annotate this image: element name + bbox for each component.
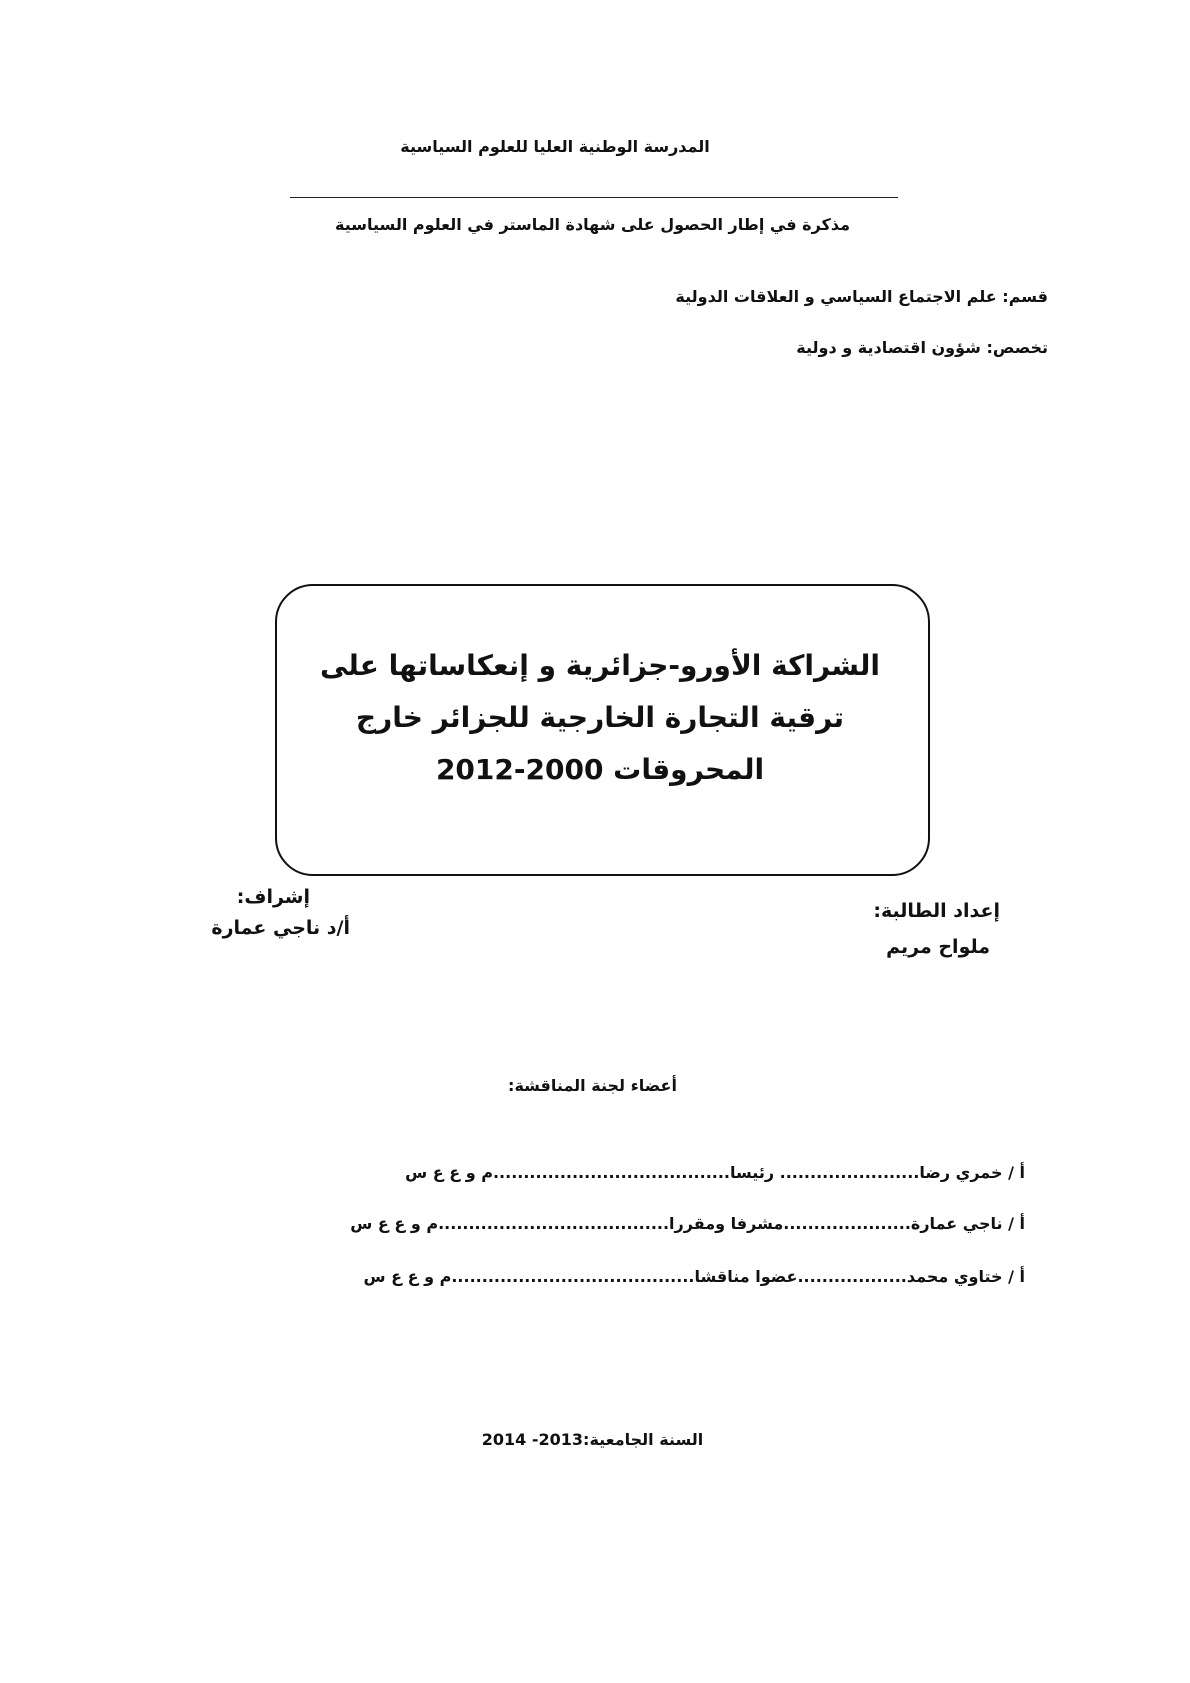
school-name: المدرسة الوطنية العليا للعلوم السياسية bbox=[400, 137, 710, 156]
committee-member: أ / ناجي عمارة.....................مشرفا ومقررا......................................م و ع ع س bbox=[350, 1214, 1025, 1233]
thesis-subtitle: مذكرة في إطار الحصول على شهادة الماستر في العلوم السياسية bbox=[335, 215, 850, 234]
supervisor-name: أ/د ناجي عمارة bbox=[211, 917, 350, 939]
title-line-2: ترقية التجارة الخارجية للجزائر خارج bbox=[355, 701, 845, 734]
student-name: ملواح مريم bbox=[886, 936, 990, 958]
title-line-1: الشراكة الأورو-جزائرية و إنعكاساتها على bbox=[319, 649, 881, 682]
thesis-title bbox=[290, 640, 910, 796]
header-divider bbox=[290, 197, 898, 198]
student-label: إعداد الطالبة: bbox=[873, 900, 1000, 922]
committee-member: أ / خمري رضا....................... رئيسا.......................................م و ع ع س bbox=[405, 1163, 1025, 1182]
title-line-3: المحروقات 2000-2012 bbox=[435, 753, 765, 786]
committee-title: أعضاء لجنة المناقشة: bbox=[508, 1076, 677, 1095]
committee-member: أ / ختاوي محمد..................عضوا مناقشا........................................م و ع ع س bbox=[363, 1267, 1025, 1286]
specialty: تخصص: شؤون اقتصادية و دولية bbox=[796, 338, 1048, 357]
department: قسم: علم الاجتماع السياسي و العلاقات الدولية bbox=[675, 287, 1048, 306]
supervisor-label: إشراف: bbox=[236, 886, 310, 908]
academic-year: السنة الجامعية:2013- 2014 bbox=[481, 1430, 704, 1449]
